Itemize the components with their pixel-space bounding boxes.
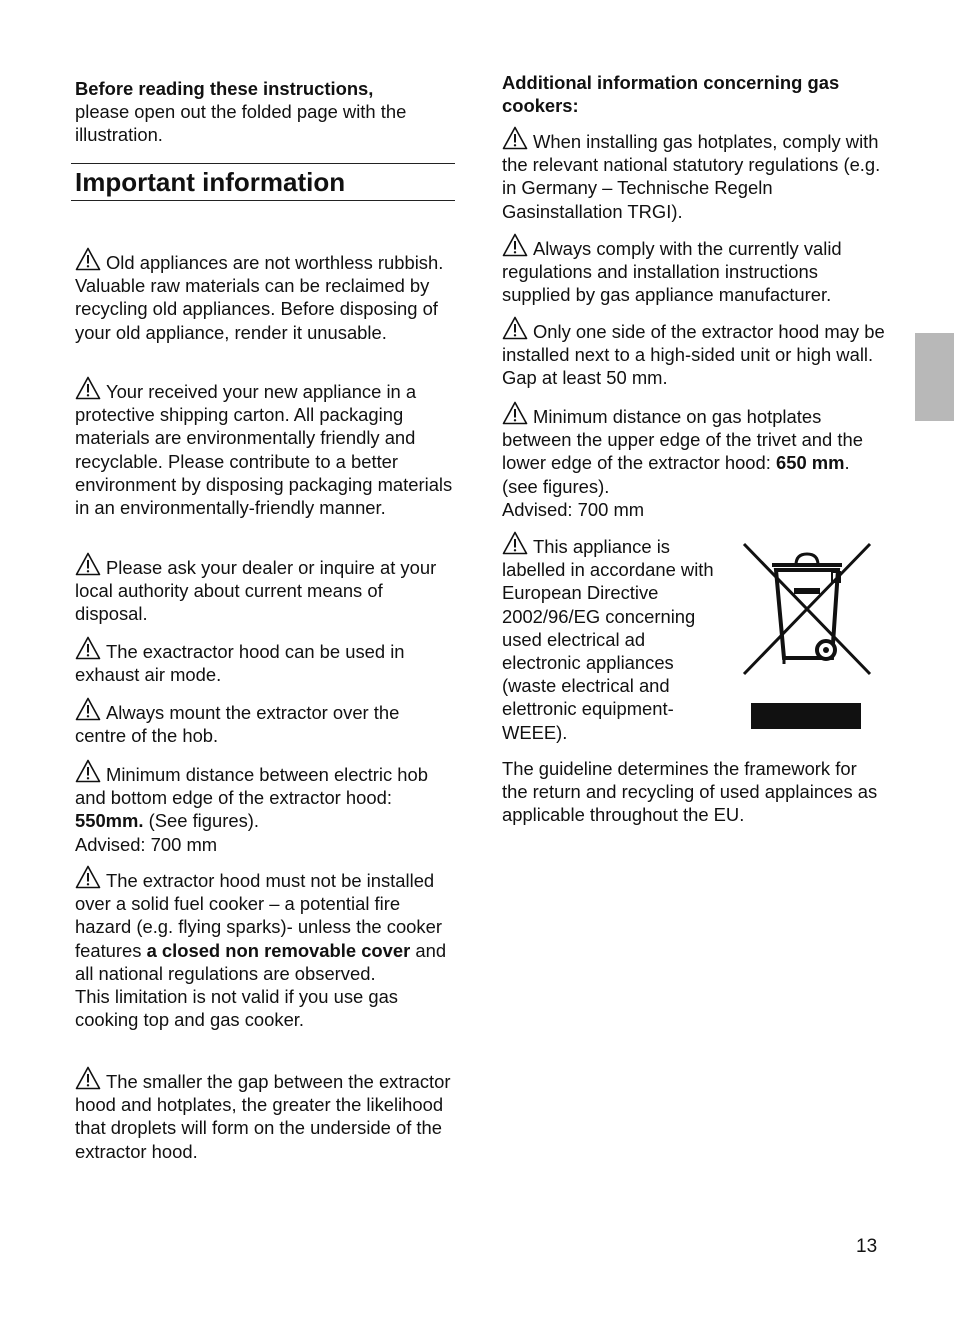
right-item-3: Minimum distance on gas hotplates between the upper edge of the trivet and the lower edge of the extractor hood: 650 mm. (see figures). Advised: 700 mm	[502, 401, 887, 521]
min-distance-gas: 650 mm	[775, 452, 845, 474]
warning-triangle-icon	[75, 376, 101, 400]
page-title: Important information	[75, 167, 346, 197]
right-item-0	[502, 126, 887, 223]
left-item-6: The extractor hood must not be installed over a solid fuel cooker – a potential fire hazard (e.g. flying sparks)- unless the cooker features a closed non removable cover and all national regulations are observed. This limitation is not valid if you use gas cooking top and gas cooker.	[75, 865, 455, 1031]
intro-note	[75, 77, 455, 147]
left-item-4	[75, 697, 455, 747]
warning-triangle-icon	[75, 552, 101, 576]
min-distance-electric: 550mm.	[75, 810, 144, 832]
left-item-0-text: Old appliances are not worthless rubbish. Valuable raw materials can be reclaimed by recycling old appliances. Before disposing of your old appliance, render it unusable.	[75, 252, 444, 343]
right-item-2	[502, 316, 887, 390]
closed-cover-emphasis: a closed non removable cover	[146, 939, 411, 961]
warning-triangle-icon	[502, 401, 528, 425]
left-item-3-text: The exactractor hood can be used in exhaust air mode.	[75, 641, 405, 686]
left-item-2-text: Please ask your dealer or inquire at your local authority about current means of disposal.	[75, 557, 437, 625]
right-item-2-text: Only one side of the extractor hood may be installed next to a high-sided unit or high wall. Gap at least 50 mm.	[502, 321, 885, 389]
left-item-1	[75, 376, 455, 519]
right-item-1	[502, 233, 887, 307]
right-item-1-text: Always comply with the currently valid regulations and installation instructions supplied by gas appliance manufacturer.	[502, 238, 842, 306]
right-item-0-text: When installing gas hotplates, comply with the relevant national statutory regulations (e.g. in Germany – Technische Regeln Gasinstallation TRGI).	[502, 131, 881, 222]
left-item-3	[75, 636, 455, 686]
weee-text: This appliance is labelled in accordane with European Directive 2002/96/EG concerning used electrical ad electronic appliances (waste electrical and elettronic equipment-WEEE).	[502, 536, 714, 743]
warning-triangle-icon	[75, 636, 101, 660]
weee-guideline: The guideline determines the framework for the return and recycling of used applainces as applicable throughout the EU.	[502, 758, 878, 826]
warning-triangle-icon	[75, 865, 101, 889]
warning-triangle-icon	[502, 233, 528, 257]
left-item-2	[75, 552, 455, 626]
left-item-7	[75, 1066, 455, 1163]
warning-triangle-icon	[75, 1066, 101, 1090]
left-item-1-text: Your received your new appliance in a protective shipping carton. All packaging materials are environmentally friendly and recyclable. Please contribute to a better environment by disposing packaging materials in an environmentally-friendly manner.	[75, 381, 453, 519]
advised-distance: Advised: 700 mm	[75, 833, 218, 855]
left-item-7-text: The smaller the gap between the extractor hood and hotplates, the greater the likelihood that droplets will form on the underside of the extractor hood.	[75, 1071, 451, 1162]
title-rule-bottom	[71, 200, 455, 201]
intro-text: please open out the folded page with the illustration.	[75, 101, 407, 146]
page-number: 13	[856, 1236, 878, 1257]
warning-triangle-icon	[75, 247, 101, 271]
right-item-4	[502, 531, 717, 744]
warning-triangle-icon	[75, 697, 101, 721]
limitation-note: This limitation is not valid if you use gas cooking top and gas cooker.	[75, 986, 399, 1031]
warning-triangle-icon	[502, 316, 528, 340]
weee-black-bar	[751, 703, 861, 729]
warning-triangle-icon	[75, 759, 101, 783]
advised-distance-gas: Advised: 700 mm	[502, 498, 645, 520]
warning-triangle-icon	[502, 126, 528, 150]
warning-triangle-icon	[502, 531, 528, 555]
left-item-0	[75, 247, 455, 344]
intro-bold: Before reading these instructions,	[75, 78, 374, 99]
gas-heading: Additional information concerning gas cookers:	[502, 72, 840, 117]
left-item-4-text: Always mount the extractor over the centre of the hob.	[75, 702, 400, 747]
section-side-tab	[915, 333, 954, 421]
left-item-5: Minimum distance between electric hob and bottom edge of the extractor hood: 550mm. (See figures). Advised: 700 mm	[75, 759, 455, 856]
title-rule-top	[71, 163, 455, 164]
